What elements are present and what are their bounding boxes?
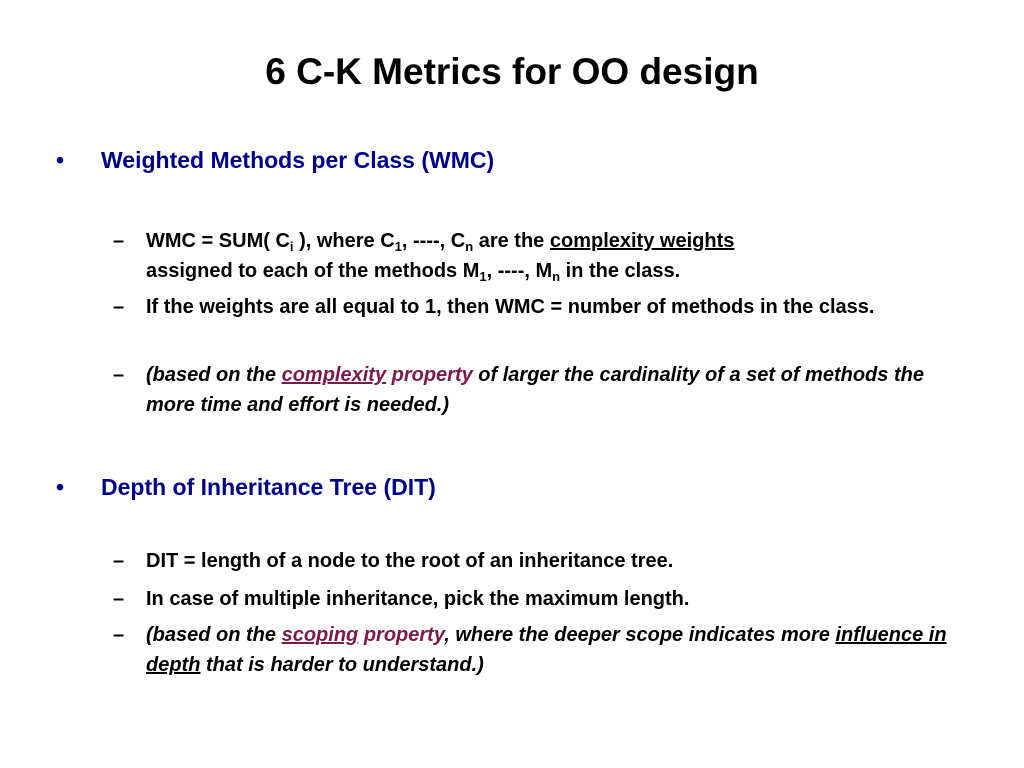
dash-icon: – — [113, 230, 125, 252]
heading-wmc: Weighted Methods per Class (WMC) — [101, 147, 495, 173]
depth-term: depth — [146, 654, 201, 676]
property-term: property — [363, 624, 445, 646]
dash-icon: – — [113, 550, 125, 572]
influence-in-term: influence in — [835, 624, 947, 646]
dash-icon: – — [113, 624, 125, 646]
wmc-equal-weights: – If the weights are all equal to 1, then WMC = number of methods in the class. — [113, 292, 963, 322]
scoping-term: scoping — [281, 624, 359, 646]
slide-title: 6 C-K Metrics for OO design — [265, 51, 759, 92]
dit-definition: – DIT = length of a node to the root of an inheritance tree. — [113, 546, 963, 576]
wmc-definition: – WMC = SUM( $C_i$ ), where $C_1$, ----, $C_n$ are the complexity weights assigned to each of the methods $M_1$, ----, $M_n$ in the class. — [113, 226, 963, 286]
heading-dit: Depth of Inheritance Tree (DIT) — [101, 474, 436, 500]
complexity-weights-term: complexity weights — [549, 230, 735, 252]
wmc-complexity-note: – (based on the complexity property of larger the cardinality of a set of methods the more time and effort is needed.) — [113, 360, 963, 420]
dit-multiple-inheritance: – In case of multiple inheritance, pick the maximum length. — [113, 584, 963, 614]
property-term: property — [391, 364, 473, 386]
dash-icon: – — [113, 588, 125, 610]
complexity-term: complexity — [281, 364, 387, 386]
bullet-icon: • — [56, 474, 65, 500]
dash-icon: – — [113, 364, 125, 386]
dash-icon: – — [113, 296, 125, 318]
dit-scoping-note: – (based on the scoping property, where the deeper scope indicates more influence in depth that is harder to understand.) — [113, 620, 963, 680]
bullet-icon: • — [56, 147, 65, 173]
